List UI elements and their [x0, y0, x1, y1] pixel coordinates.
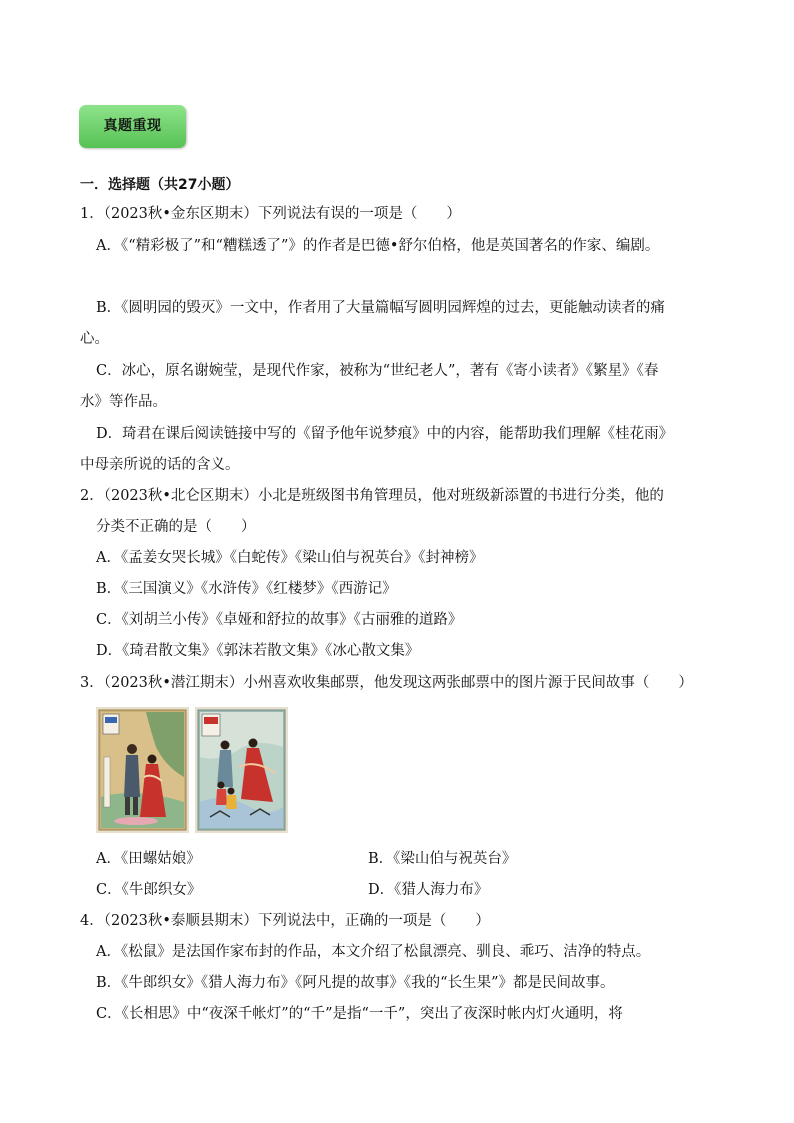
question-3-option-a: A．《田螺姑娘》 [96, 851, 201, 867]
stamp-image-right [195, 707, 288, 833]
question-4-option-b: B．《牛郎织女》《猎人海力布》《阿凡提的故事》《我的“长生果”》都是民间故事。 [96, 975, 615, 991]
question-2-option-a: A．《孟姜女哭长城》《白蛇传》《梁山伯与祝英台》《封神榜》 [96, 550, 484, 566]
question-1-option-a: A．《“精彩极了”和“糟糕透了”》的作者是巴德•舒尔伯格，他是英国著名的作家、编剧。 [96, 238, 660, 254]
question-1-option-c: C．冰心，原名谢婉莹，是现代作家，被称为“世纪老人”，著有《寄小读者》《繁星》《春 [96, 363, 659, 379]
question-2-stem-cont: 分类不正确的是（ ） [96, 519, 256, 535]
question-3-option-c: C．《牛郎织女》 [96, 882, 202, 898]
question-2-stem: 2．（2023秋•北仑区期末）小北是班级图书角管理员，他对班级新添置的书进行分类，他的 [80, 488, 664, 504]
question-1-stem: 1．（2023秋•金东区期末）下列说法有误的一项是（ ） [80, 206, 461, 222]
question-2-option-c: C．《刘胡兰小传》《卓娅和舒拉的故事》《古丽雅的道路》 [96, 612, 463, 628]
question-1-option-d: D．琦君在课后阅读链接中写的《留予他年说梦痕》中的内容，能帮助我们理解《桂花雨》 [96, 426, 674, 442]
question-1-option-d-cont: 中母亲所说的话的含义。 [80, 457, 240, 473]
question-1-option-c-cont: 水》等作品。 [80, 394, 167, 410]
stamp-image-left [96, 707, 189, 833]
question-4-option-c: C．《长相思》中“夜深千帐灯”的“千”是指“一千”，突出了夜深时帐内灯火通明，将 [96, 1006, 623, 1022]
question-3-stem: 3．（2023秋•潜江期末）小州喜欢收集邮票，他发现这两张邮票中的图片源于民间故事（ ） [80, 675, 693, 691]
question-1-option-b-cont: 心。 [80, 331, 109, 347]
question-1-option-b: B．《圆明园的毁灭》一文中，作者用了大量篇幅写圆明园辉煌的过去，更能触动读者的痛 [96, 300, 665, 316]
section-badge: 真题重现 [79, 105, 186, 148]
question-3-option-b: B．《梁山伯与祝英台》 [368, 851, 517, 867]
question-2-option-d: D．《琦君散文集》《郭沫若散文集》《冰心散文集》 [96, 643, 420, 659]
question-3-option-d: D．《猎人海力布》 [368, 882, 489, 898]
question-2-option-b: B．《三国演义》《水浒传》《红楼梦》《西游记》 [96, 581, 397, 597]
question-4-option-a: A．《松鼠》是法国作家布封的作品，本文介绍了松鼠漂亮、驯良、乖巧、洁净的特点。 [96, 944, 651, 960]
stamp-images [96, 707, 289, 833]
question-4-stem: 4．（2023秋•泰顺县期末）下列说法中，正确的一项是（ ） [80, 913, 490, 929]
section-header: 一．选择题（共27小题） [80, 177, 240, 193]
